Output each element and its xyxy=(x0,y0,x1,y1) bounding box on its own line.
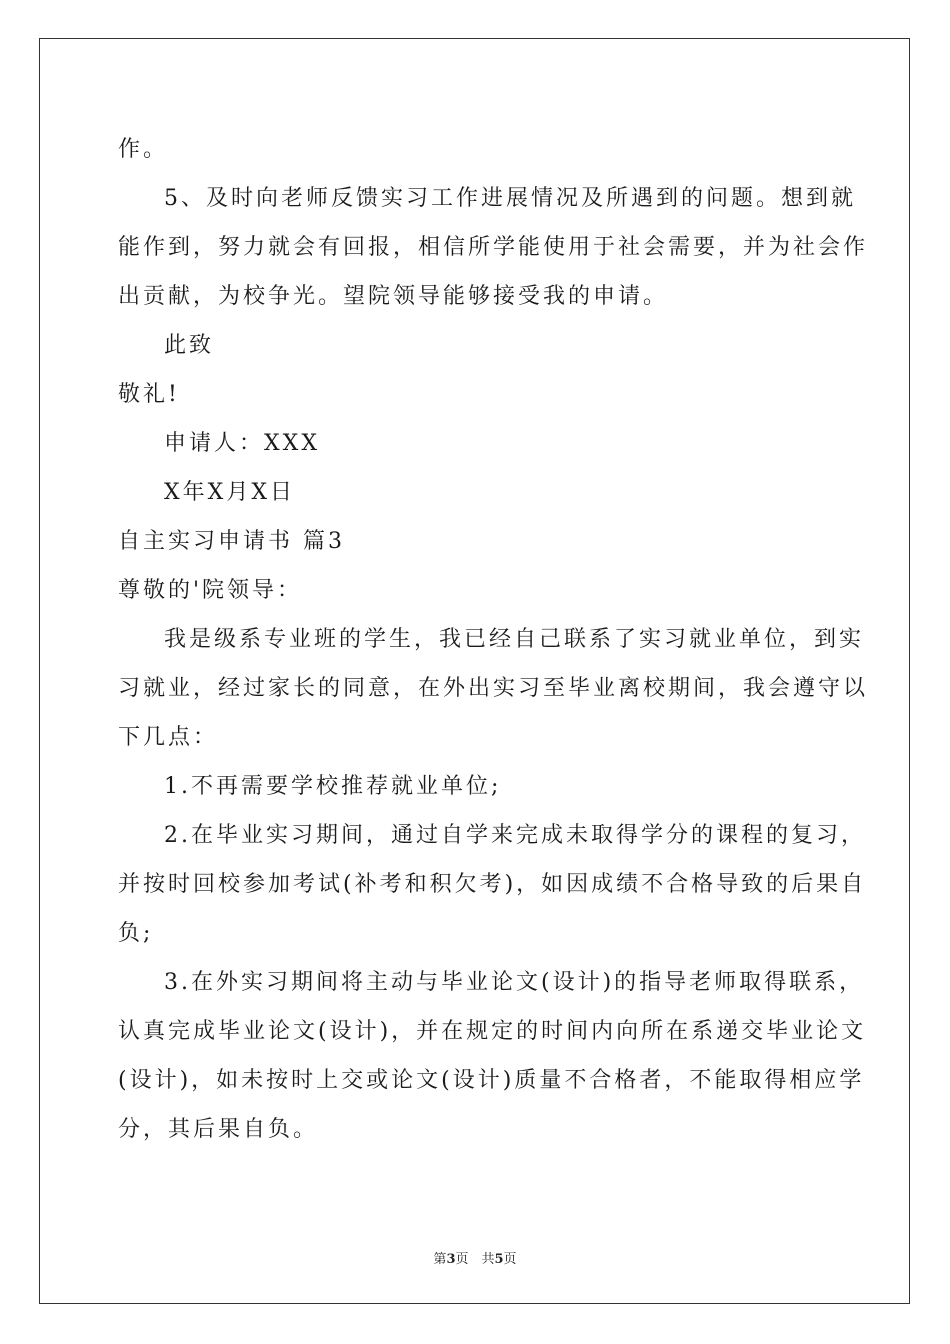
text-line: 3.在外实习期间将主动与毕业论文(设计)的指导老师取得联系， xyxy=(164,970,865,995)
text-line: 并按时回校参加考试(补考和积欠考)，如因成绩不合格导致的后果自 xyxy=(118,872,867,897)
text-line: 负; xyxy=(118,921,154,946)
section-heading: 自主实习申请书 篇3 xyxy=(118,529,345,554)
footer-prefix: 第 xyxy=(433,1252,447,1267)
text-line: 敬礼! xyxy=(118,382,180,407)
text-line: 分，其后果自负。 xyxy=(118,1117,319,1142)
footer-suffix: 页 xyxy=(503,1252,517,1267)
text-line: 此致 xyxy=(164,333,215,358)
text-line: 下几点： xyxy=(118,725,219,750)
text-line: 5、及时向老师反馈实习工作进展情况及所遇到的问题。想到就 xyxy=(164,186,856,211)
text-line: 出贡献，为校争光。望院领导能够接受我的申请。 xyxy=(118,284,669,309)
footer-mid: 页 共 xyxy=(455,1252,495,1267)
text-line: 2.在毕业实习期间，通过自学来完成未取得学分的课程的复习， xyxy=(164,823,866,848)
text-line: 能作到，努力就会有回报，相信所学能使用于社会需要，并为社会作 xyxy=(118,235,869,260)
text-line: X年X月X日 xyxy=(164,480,295,505)
page-footer xyxy=(0,1248,950,1267)
text-line: 习就业，经过家长的同意，在外出实习至毕业离校期间，我会遵守以 xyxy=(118,676,869,701)
text-line: 作。 xyxy=(118,137,169,162)
text-line: (设计)，如未按时上交或论文(设计)质量不合格者，不能取得相应学 xyxy=(118,1068,865,1093)
text-line: 认真完成毕业论文(设计)，并在规定的时间内向所在系递交毕业论文 xyxy=(118,1019,867,1044)
text-line: 申请人：XXX xyxy=(164,431,320,456)
total-pages-number: 5 xyxy=(494,1252,504,1267)
text-line: 我是级系专业班的学生，我已经自己联系了实习就业单位，到实 xyxy=(164,627,865,652)
salutation: 尊敬的'院领导： xyxy=(118,578,303,603)
text-line: 1.不再需要学校推荐就业单位; xyxy=(164,774,502,799)
current-page-number: 3 xyxy=(446,1252,456,1267)
document-body xyxy=(118,125,869,1154)
